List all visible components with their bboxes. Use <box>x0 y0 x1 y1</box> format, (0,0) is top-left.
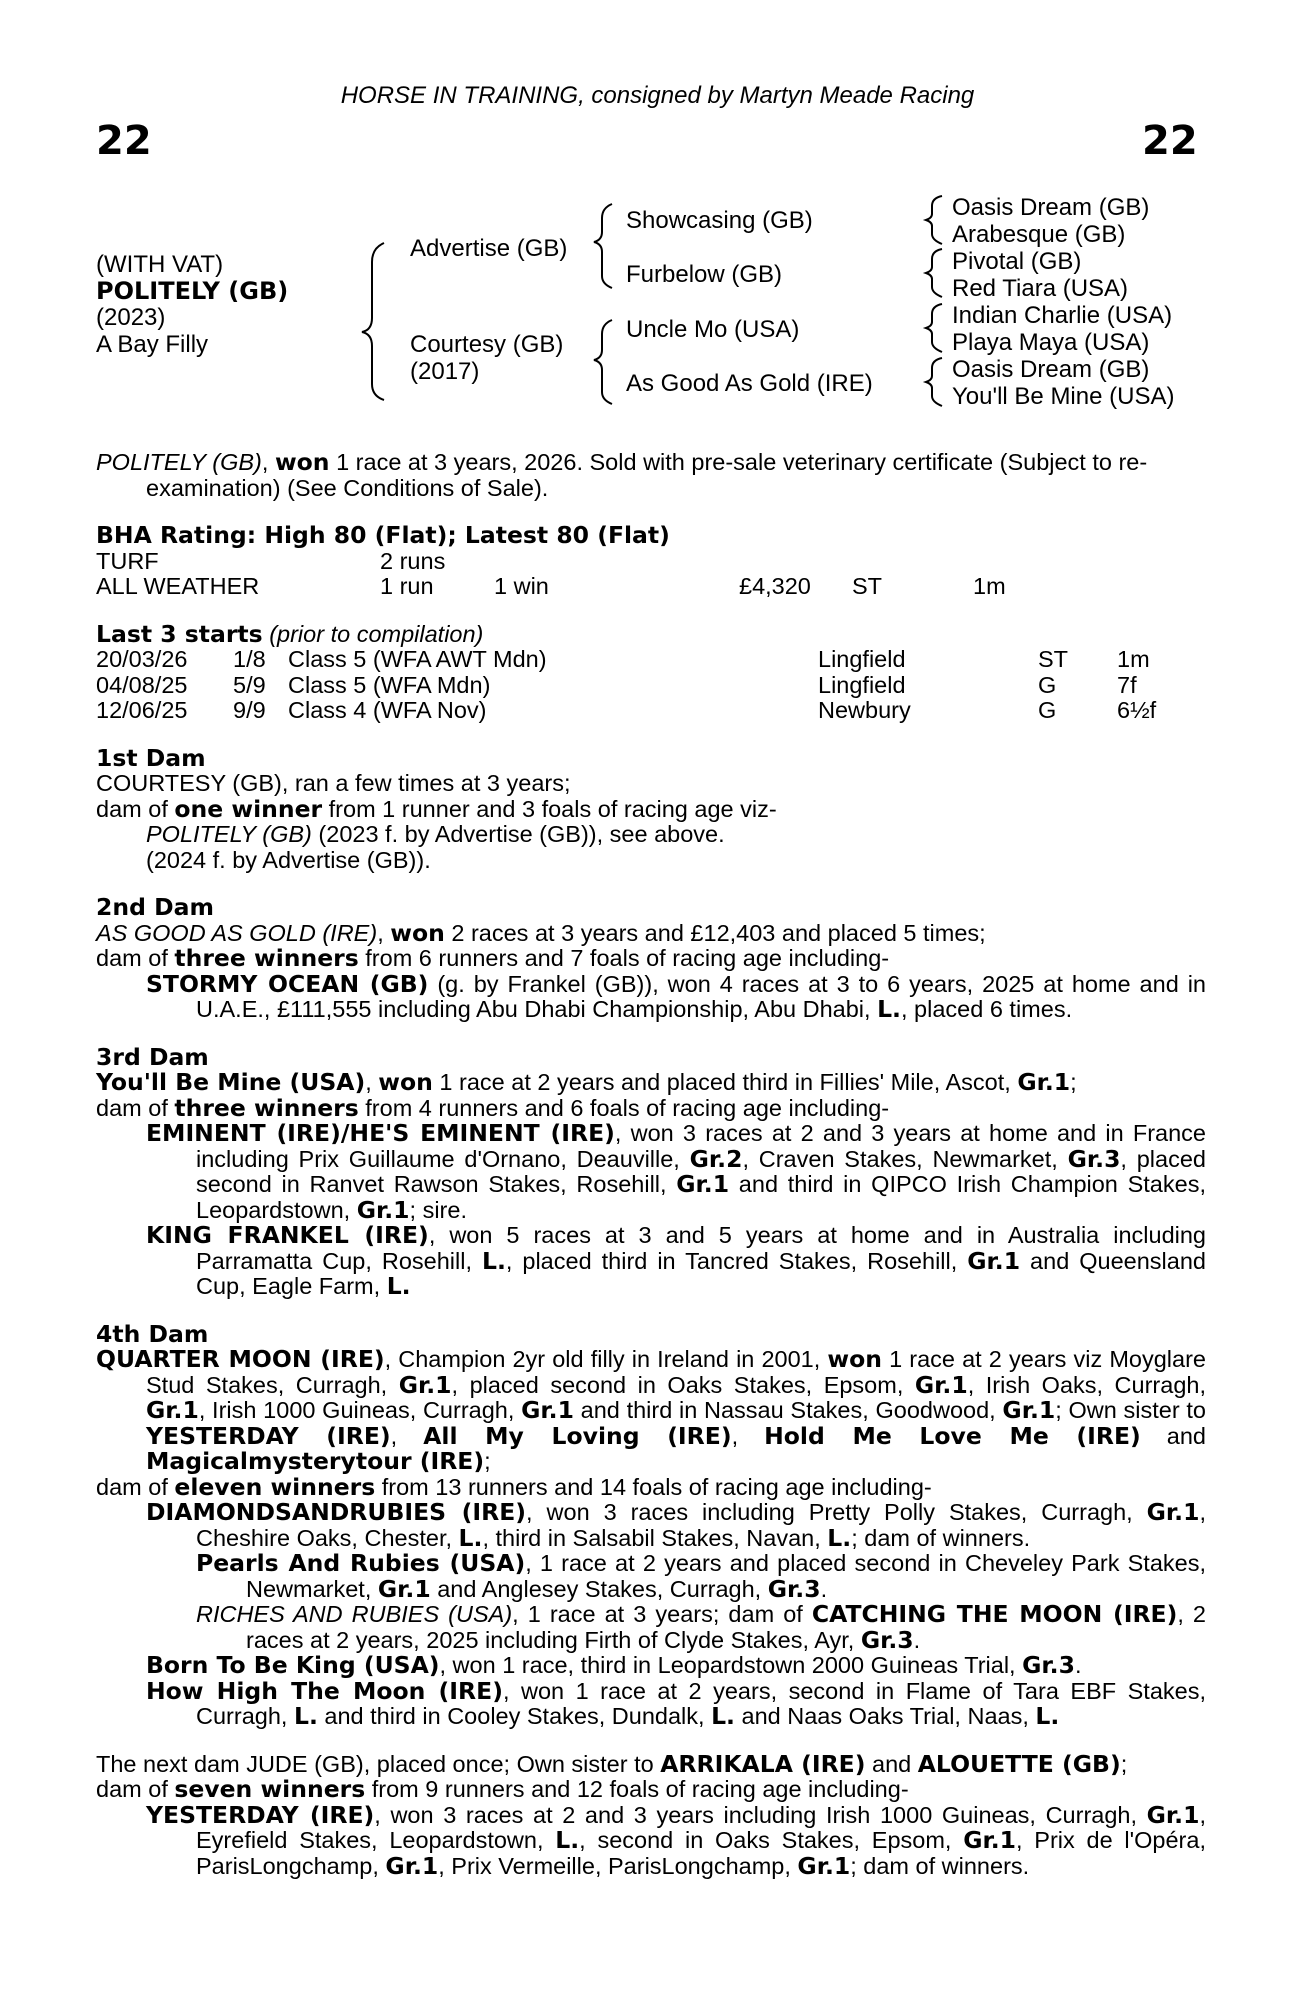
sire-dam: Furbelow (GB) <box>626 261 783 288</box>
second-dam-line: AS GOOD AS GOLD (IRE), won 2 races at 3 years and £12,403 and placed 5 times; <box>96 918 986 947</box>
last-starts-heading: Last 3 starts (prior to compilation) <box>96 619 484 648</box>
horse-year: (2023) <box>96 304 166 331</box>
sire-sire: Showcasing (GB) <box>626 207 813 234</box>
first-dam-heading: 1st Dam <box>96 743 206 772</box>
horse-description: A Bay Filly <box>96 331 209 358</box>
third-dam-produce: dam of three winners from 4 runners and 6 foals of racing age including- <box>96 1093 890 1122</box>
lot-number-left: 22 <box>96 118 152 164</box>
catalogue-body <box>96 450 1206 1879</box>
all-weather-row: ALL WEATHER 1 run 1 win £4,320 ST 1m <box>96 573 1006 599</box>
second-dam-produce: dam of three winners from 6 runners and 7 foals of racing age including- <box>96 944 890 972</box>
fourth-dam-heading: 4th Dam <box>96 1319 209 1348</box>
fourth-dam-produce: dam of eleven winners from 13 runners and 14 foals of racing age including- <box>96 1472 932 1501</box>
dam-year: (2017) <box>410 358 480 385</box>
first-dam-produce: dam of one winner from 1 runner and 3 foals of racing age viz- <box>96 794 777 823</box>
grandparent-5: Indian Charlie (USA) <box>952 302 1173 329</box>
fourth-dam-granddaughter: RICHES AND RUBIES (USA), 1 race at 3 years; dam of CATCHING THE MOON (IRE), 2 races at 2 years, 2025 including Firth of Clyde Stakes, Ayr, Gr.3. <box>196 1600 1206 1654</box>
horse-name: POLITELY (GB) <box>96 277 289 305</box>
turf-row: TURF 2 runs <box>96 547 446 574</box>
second-dam-foal: STORMY OCEAN (GB) (g. by Frankel (GB)), won 4 races at 3 to 6 years, 2025 at home and in U.A.E., £111,555 including Abu Dhabi Championship, Abu Dhabi, L., placed 6 times. <box>146 969 1206 1023</box>
sire: Advertise (GB) <box>410 235 568 262</box>
first-dam-foal: POLITELY (GB) (2023 f. by Advertise (GB)), see above. <box>146 821 725 847</box>
first-dam-line: COURTESY (GB), ran a few times at 3 years; <box>96 770 571 796</box>
dam-dam: As Good As Gold (IRE) <box>626 370 873 397</box>
fourth-dam-foal: DIAMONDSANDRUBIES (IRE), won 3 races including Pretty Polly Stakes, Curragh, Gr.1, Cheshire Oaks, Chester, L., third in Salsabil Stakes, Navan, L.; dam of winners. <box>146 1498 1206 1552</box>
grandparent-1: Oasis Dream (GB) <box>952 194 1150 221</box>
third-dam-line: You'll Be Mine (USA), won 1 race at 2 years and placed third in Fillies' Mile, Ascot, Gr.1; <box>96 1068 1077 1096</box>
next-dam-line: The next dam JUDE (GB), placed once; Own sister to ARRIKALA (IRE) and ALOUETTE (GB); <box>96 1749 1128 1778</box>
third-dam-foal: EMINENT (IRE)/HE'S EMINENT (IRE), won 3 races at 2 and 3 years at home and in France including Prix Guillaume d'Ornano, Deauville, Gr.2, Craven Stakes, Newmarket, Gr.3, placed second in Ranvet Rawson Stakes, Rosehill, Gr.1 and third in QIPCO Irish Champion Stakes, Leopardstown, Gr.1; sire. <box>146 1119 1206 1224</box>
grandparent-3: Pivotal (GB) <box>952 248 1082 275</box>
grandparent-6: Playa Maya (USA) <box>952 329 1150 356</box>
second-dam-heading: 2nd Dam <box>96 893 214 921</box>
grandparent-8: You'll Be Mine (USA) <box>952 383 1175 410</box>
third-dam-foal: KING FRANKEL (IRE), won 5 races at 3 and 5 years at home and in Australia including Parramatta Cup, Rosehill, L., placed third in Tancred Stakes, Rosehill, Gr.1 and Queensland Cup, Eagle Farm, L. <box>146 1221 1206 1300</box>
fourth-dam-foal: Born To Be King (USA), won 1 race, third in Leopardstown 2000 Guineas Trial, Gr.3. <box>146 1651 1082 1679</box>
grandparent-7: Oasis Dream (GB) <box>952 356 1150 383</box>
dam: Courtesy (GB) <box>410 331 564 358</box>
dam-sire: Uncle Mo (USA) <box>626 316 800 343</box>
next-dam-produce: dam of seven winners from 9 runners and 12 foals of racing age including- <box>96 1775 909 1803</box>
page-heading: HORSE IN TRAINING, consigned by Martyn Meade Racing <box>340 82 975 109</box>
start-row: 20/03/26 1/8 Class 5 (WFA AWT Mdn) Lingfield ST 1m <box>96 646 1150 672</box>
grandparent-4: Red Tiara (USA) <box>952 275 1129 302</box>
fourth-dam-foal: How High The Moon (IRE), won 1 race at 2 years, second in Flame of Tara EBF Stakes, Curragh, L. and third in Cooley Stakes, Dundalk, L. and Naas Oaks Trial, Naas, L. <box>146 1676 1206 1730</box>
lot-number-right: 22 <box>1142 118 1198 164</box>
fourth-dam-line: QUARTER MOON (IRE), Champion 2yr old filly in Ireland in 2001, won 1 race at 2 years viz Moyglare Stud Stakes, Curragh, Gr.1, placed second in Oaks Stakes, Epsom, Gr.1, Irish Oaks, Curragh, Gr.1, Irish 1000 Guineas, Curragh, Gr.1 and third in Nassau Stakes, Goodwood, Gr.1; Own sister to YESTERDAY (IRE), All My Loving (IRE), Hold Me Love Me (IRE) and Magicalmysterytour (IRE); <box>96 1345 1207 1475</box>
first-dam-foal: (2024 f. by Advertise (GB)). <box>146 846 431 873</box>
start-row: 12/06/25 9/9 Class 4 (WFA Nov) Newbury G 6½f <box>96 697 1157 723</box>
start-row: 04/08/25 5/9 Class 5 (WFA Mdn) Lingfield G 7f <box>96 671 1137 698</box>
fourth-dam-granddaughter: Pearls And Rubies (USA), 1 race at 2 years and placed second in Cheveley Park Stakes, Newmarket, Gr.1 and Anglesey Stakes, Curragh, Gr.3. <box>196 1549 1206 1603</box>
next-dam-foal: YESTERDAY (IRE), won 3 races at 2 and 3 years including Irish 1000 Guineas, Curragh, Gr.1, Eyrefield Stakes, Leopardstown, L., second in Oaks Stakes, Epsom, Gr.1, Prix de l'Opéra, ParisLongchamp, Gr.1, Prix Vermeille, ParisLongchamp, Gr.1; dam of winners. <box>146 1800 1206 1880</box>
bha-rating: BHA Rating: High 80 (Flat); Latest 80 (Flat) <box>96 521 670 549</box>
vat-note: (WITH VAT) <box>96 251 224 278</box>
intro-paragraph: POLITELY (GB), won 1 race at 3 years, 2026. Sold with pre-sale veterinary certificate (Subject to re-examination) (See Conditions of Sale). <box>96 448 1148 501</box>
grandparent-2: Arabesque (GB) <box>952 221 1126 248</box>
third-dam-heading: 3rd Dam <box>96 1042 209 1071</box>
